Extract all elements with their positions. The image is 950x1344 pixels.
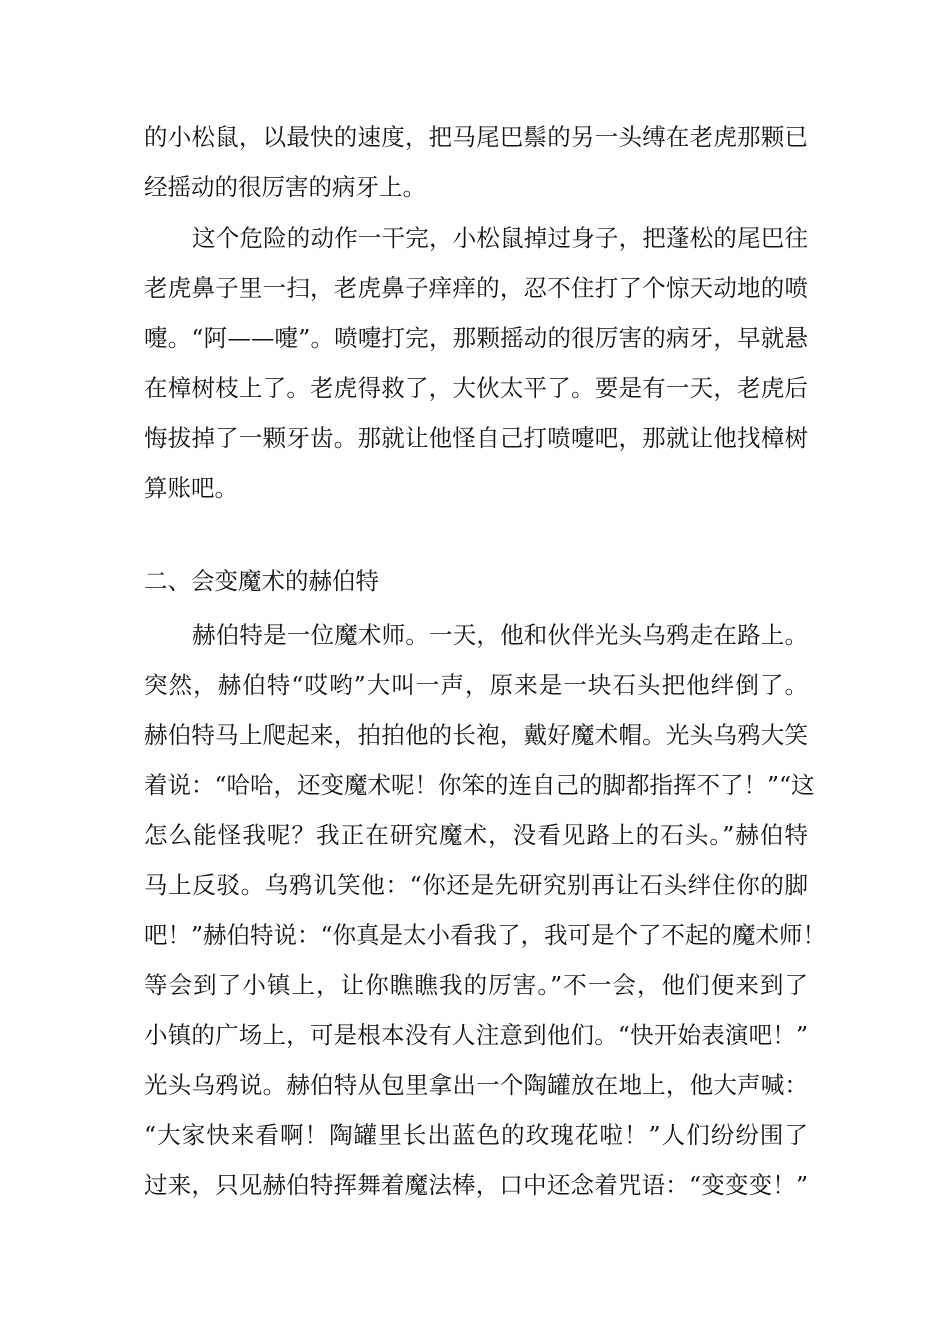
paragraph-line: 怎么能怪我呢？我正在研究魔术，没看见路上的石头。”赫伯特 [144,821,808,849]
paragraph-line: 吧！”赫伯特说：“你真是太小看我了，我可是个了不起的魔术师！ [144,921,827,949]
paragraph-line: 小镇的广场上，可是根本没有人注意到他们。“快开始表演吧！” [144,1021,808,1049]
paragraph-line: 的小松鼠，以最快的速度，把马尾巴鬃的另一头缚在老虎那颗已 [144,123,808,151]
paragraph-line: 光头乌鸦说。赫伯特从包里拿出一个陶罐放在地上，他大声喊： [144,1071,808,1099]
paragraph-line: 过来，只见赫伯特挥舞着魔法棒，口中还念着咒语：“变变变！” [144,1171,808,1199]
paragraph-line: 经摇动的很厉害的病牙上。 [144,173,426,201]
paragraph-line: 算账吧。 [144,474,238,502]
paragraph-line: 老虎鼻子里一扫，老虎鼻子痒痒的，忍不住打了个惊天动地的喷 [144,274,808,302]
paragraph-line: 嚏。“阿——嚏”。喷嚏打完，那颗摇动的很厉害的病牙，早就悬 [144,324,808,352]
paragraph-line: 等会到了小镇上，让你瞧瞧我的厉害。”不一会，他们便来到了 [144,971,808,999]
paragraph-line: 在樟树枝上了。老虎得救了，大伙太平了。要是有一天，老虎后 [144,374,808,402]
paragraph-line: 赫伯特是一位魔术师。一天，他和伙伴光头乌鸦走在路上。 [192,621,808,649]
section-heading: 二、会变魔术的赫伯特 [144,567,379,595]
paragraph-line: 突然，赫伯特“哎哟”大叫一声，原来是一块石头把他绊倒了。 [144,671,808,699]
paragraph-line: 赫伯特马上爬起来，拍拍他的长袍，戴好魔术帽。光头乌鸦大笑 [144,721,808,749]
paragraph-line: “大家快来看啊！陶罐里长出蓝色的玫瑰花啦！”人们纷纷围了 [144,1121,808,1149]
paragraph-line: 着说：“哈哈，还变魔术呢！你笨的连自己的脚都指挥不了！”“这 [144,771,815,799]
paragraph-line: 悔拔掉了一颗牙齿。那就让他怪自己打喷嚏吧，那就让他找樟树 [144,424,808,452]
paragraph-line: 这个危险的动作一干完，小松鼠掉过身子，把蓬松的尾巴往 [192,224,808,252]
paragraph-line: 马上反驳。乌鸦讥笑他：“你还是先研究别再让石头绊住你的脚 [144,871,808,899]
